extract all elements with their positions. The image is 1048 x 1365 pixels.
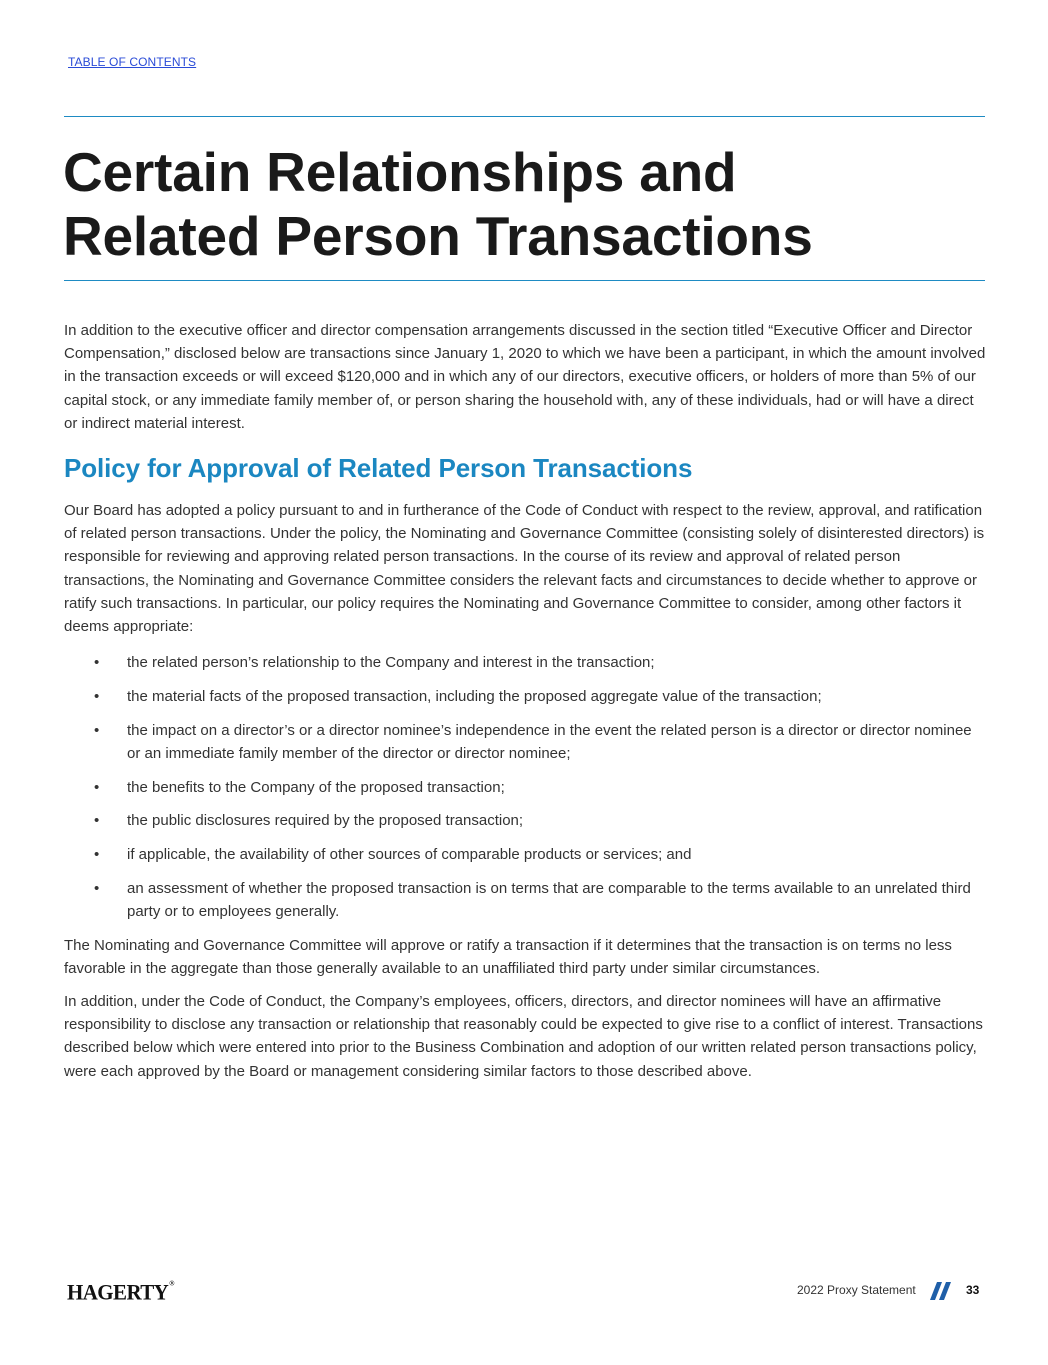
code-of-conduct-paragraph: In addition, under the Code of Conduct, the Company’s employees, officers, directors, and director nominees will have an affirmative responsibility to disclose any transaction or relationship that reasonably could be expected to give rise to a conflict of interest. Transactions described below which were entered into prior to the Business Combination and adoption of our written related person transactions policy, were each approved by the Board or management considering similar factors to those described above.	[64, 992, 983, 1080]
document-title: 2022 Proxy Statement	[797, 1283, 916, 1297]
list-item	[64, 877, 988, 923]
bullet-icon: •	[94, 879, 100, 897]
table-of-contents-link[interactable]: TABLE OF CONTENTS	[68, 55, 197, 69]
list-item	[64, 651, 988, 674]
list-item-text: if applicable, the availability of other sources of comparable products or services; and	[127, 845, 692, 863]
title-bottom-rule	[64, 280, 985, 281]
page-title	[63, 140, 963, 268]
page-title-line-1: Certain Relationships and	[63, 141, 737, 203]
bullet-icon: •	[94, 812, 100, 830]
hagerty-logo	[67, 1279, 174, 1305]
bullet-icon: •	[94, 687, 100, 705]
bullet-icon: •	[94, 721, 100, 739]
section-heading: Policy for Approval of Related Person Transactions	[64, 453, 693, 484]
logo-text: HAGERTY	[67, 1279, 169, 1305]
double-slash-icon	[930, 1282, 952, 1300]
list-item	[64, 776, 988, 799]
bullet-icon: •	[94, 845, 100, 863]
list-item-text: an assessment of whether the proposed transaction is on terms that are comparable to the terms available to an unrelated third party or to employees generally.	[127, 879, 971, 920]
list-item	[64, 685, 988, 708]
list-item	[64, 843, 988, 866]
list-item-text: the material facts of the proposed transaction, including the proposed aggregate value of the transaction;	[127, 687, 822, 705]
list-item-text: the impact on a director’s or a director nominee’s independence in the event the related person is a director or director nominee or an immediate family member of the director or director nominee;	[127, 721, 972, 762]
factors-list	[64, 651, 988, 923]
page-number: 33	[966, 1283, 980, 1297]
list-item	[64, 719, 988, 765]
approval-paragraph: The Nominating and Governance Committee will approve or ratify a transaction if it determines that the transaction is on terms no less favorable in the aggregate than those generally available to an unaffiliated third party under similar circumstances.	[64, 936, 952, 977]
list-item	[64, 809, 988, 832]
policy-paragraph: Our Board has adopted a policy pursuant to and in furtherance of the Code of Conduct with respect to the review, approval, and ratification of related person transactions. Under the policy, the Nominating and Governance Committee (consisting solely of disinterested directors) is responsible for reviewing and approving related person transactions. In the course of its review and approval of related person transactions, the Nominating and Governance Committee considers the relevant facts and circumstances to decide whether to approve or ratify such transactions. In particular, our policy requires the Nominating and Governance Committee to consider, among other factors it deems appropriate:	[64, 502, 985, 636]
bullet-icon: •	[94, 654, 100, 672]
list-item-text: the public disclosures required by the proposed transaction;	[127, 812, 524, 830]
main-content	[64, 319, 988, 1083]
list-item-text: the benefits to the Company of the proposed transaction;	[127, 778, 505, 796]
bullet-icon: •	[94, 778, 100, 796]
list-item-text: the related person’s relationship to the Company and interest in the transaction;	[127, 654, 655, 672]
registered-mark: ®	[169, 1279, 174, 1288]
page-title-line-2: Related Person Transactions	[63, 205, 813, 267]
title-top-rule	[64, 116, 985, 117]
intro-paragraph: In addition to the executive officer and director compensation arrangements discussed in the section titled “Executive Officer and Director Compensation,” disclosed below are transactions since January 1, 2020 to which we have been a participant, in which the amount involved in the transaction exceeds or will exceed $120,000 and in which any of our directors, executive officers, or holders of more than 5% of our capital stock, or any immediate family member of, or person sharing the household with, any of these individuals, had or will have a direct or indirect material interest.	[64, 322, 986, 432]
